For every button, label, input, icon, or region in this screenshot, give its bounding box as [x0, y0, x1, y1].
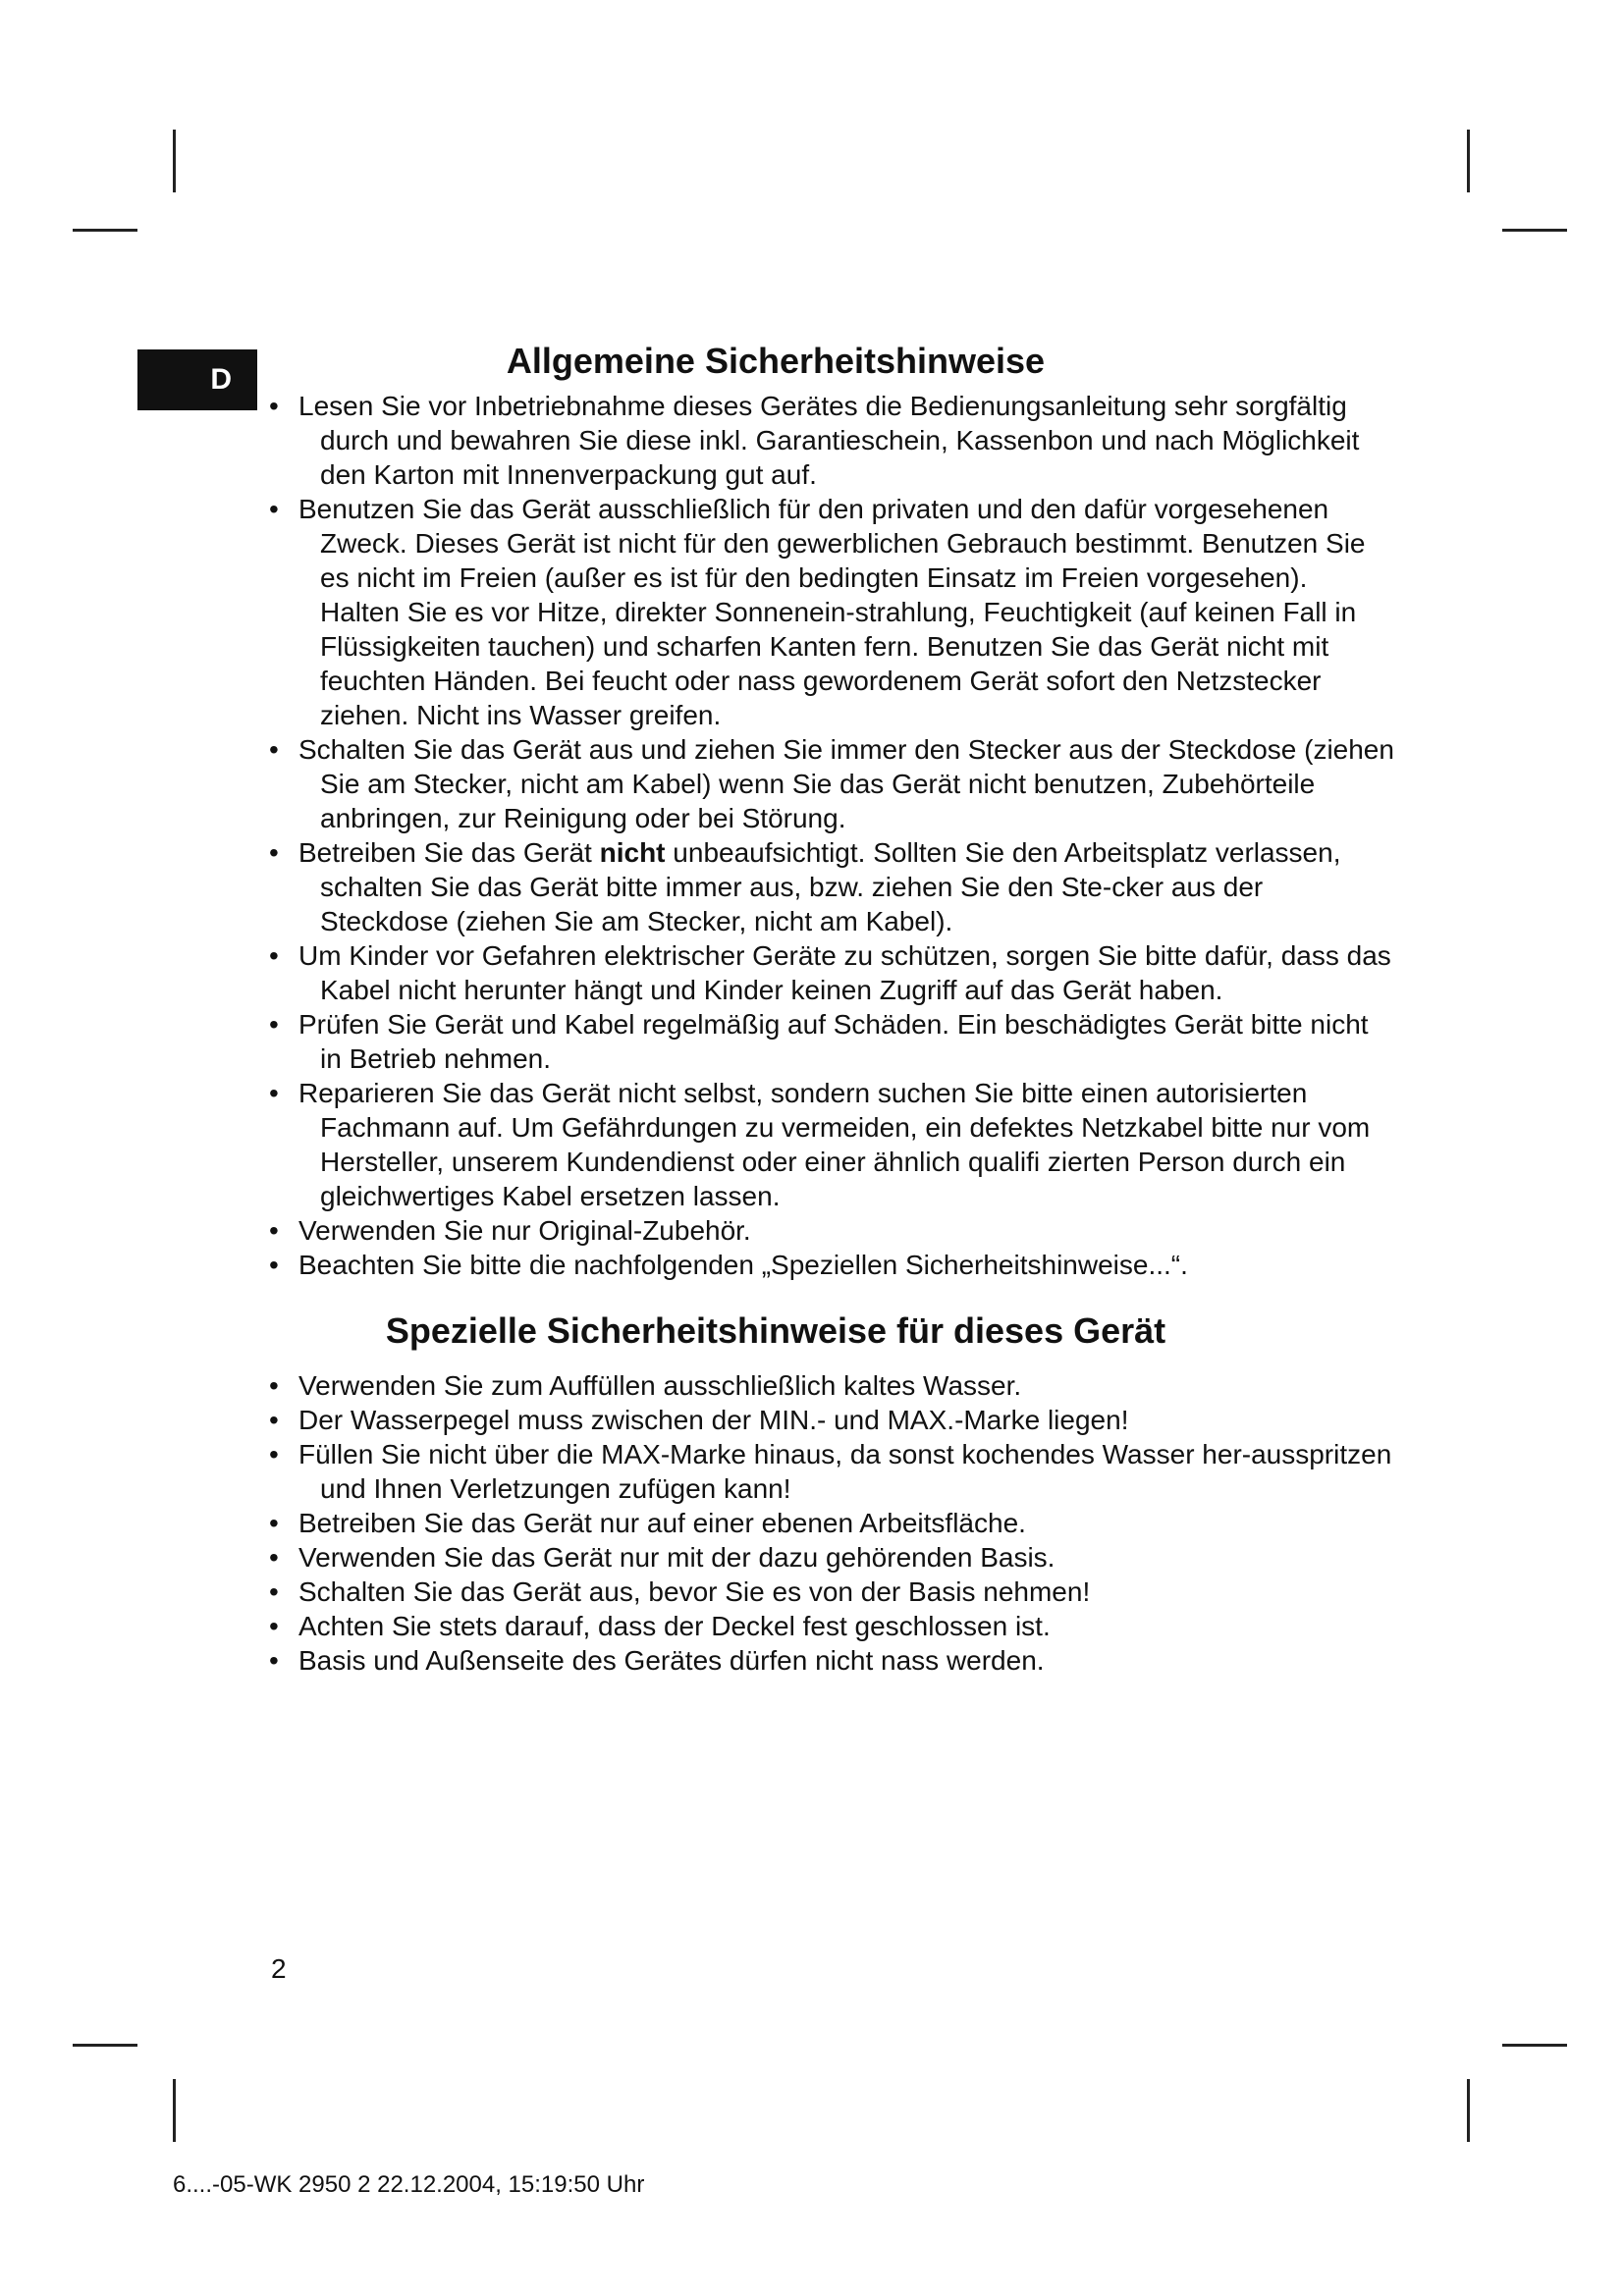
crop-mark-bottom-right-horizontal — [1502, 2044, 1567, 2047]
text-segment: Betreiben Sie das Gerät nur auf einer ebenen Arbeitsfläche. — [298, 1508, 1026, 1538]
emphasis-text: nicht — [599, 837, 666, 868]
list-item — [265, 1643, 1394, 1678]
text-segment: Um Kinder vor Gefahren elektrischer Geräte zu schützen, sorgen Sie bitte dafür, dass das Kabel nicht herunter hängt und Kinder keinen Zugriff auf das Gerät haben. — [298, 940, 1391, 1005]
text-segment: Benutzen Sie das Gerät ausschließlich für den privaten und den dafür vorgesehenen Zweck. Dieses Gerät ist nicht für den gewerblichen Gebrauch bestimmt. Benutzen Sie es nicht im Freien (außer es ist für den bedingten Einsatz im Freien vorgesehen). Halten Sie es vor Hitze, direkter Sonnenein-strahlung, Feuchtigkeit (auf keinen Fall in Flüssigkeiten tauchen) und scharfen Kanten fern. Benutzen Sie das Gerät nicht mit feuchten Händen. Bei feucht oder nass gewordenem Gerät sofort den Netzstecker ziehen. Nicht ins Wasser greifen. — [298, 494, 1366, 730]
text-segment: Verwenden Sie zum Auffüllen ausschließlich kaltes Wasser. — [298, 1370, 1022, 1401]
section-title-general: Allgemeine Sicherheitshinweise — [506, 341, 1046, 381]
list-item-text — [298, 1213, 1394, 1248]
crop-mark-top-right-horizontal — [1502, 229, 1567, 232]
crop-mark-top-right-vertical — [1467, 130, 1470, 192]
list-item-text — [298, 1575, 1394, 1609]
list-item-text — [298, 1403, 1394, 1437]
list-item-text — [298, 1007, 1394, 1076]
list-item — [265, 1540, 1394, 1575]
bullet-icon: • — [269, 837, 279, 868]
list-item-text — [298, 1437, 1394, 1506]
bullet-icon: • — [269, 1611, 279, 1641]
special-safety-list — [265, 1368, 1394, 1678]
text-segment: Reparieren Sie das Gerät nicht selbst, sondern suchen Sie bitte einen autorisierten Fachmann auf. Um Gefährdungen zu vermeiden, ein defektes Netzkabel bitte nur vom Hersteller, unserem Kundendienst oder einer ähnlich qualifi zierten Person durch ein gleichwertiges Kabel ersetzen lassen. — [298, 1078, 1371, 1211]
bullet-icon: • — [269, 1405, 279, 1435]
list-item — [265, 1368, 1394, 1403]
text-segment: unbeaufsichtigt. Sollten Sie den Arbeitsplatz verlassen, schalten Sie das Gerät bitte immer aus, bzw. ziehen Sie den Ste-cker aus der Steckdose (ziehen Sie am Stecker, nicht am Kabel). — [320, 837, 1341, 936]
text-segment: Beachten Sie bitte die nachfolgenden „Speziellen Sicherheitshinweise...“. — [298, 1250, 1188, 1280]
list-item-text — [298, 389, 1394, 492]
list-item — [265, 1007, 1394, 1076]
text-segment: Betreiben Sie das Gerät — [298, 837, 600, 868]
list-item — [265, 1609, 1394, 1643]
page-number: 2 — [271, 1953, 287, 1984]
crop-mark-bottom-left-horizontal — [73, 2044, 137, 2047]
language-tab: D — [137, 349, 257, 410]
bullet-icon: • — [269, 734, 279, 765]
list-item-text — [298, 1540, 1394, 1575]
text-segment: Verwenden Sie nur Original-Zubehör. — [298, 1215, 751, 1246]
bullet-icon: • — [269, 1542, 279, 1573]
bullet-icon: • — [269, 1508, 279, 1538]
list-item — [265, 1076, 1394, 1213]
bullet-icon: • — [269, 1215, 279, 1246]
document-body — [265, 338, 1394, 1678]
list-item-text — [298, 1076, 1394, 1213]
bullet-icon: • — [269, 494, 279, 524]
text-segment: Schalten Sie das Gerät aus und ziehen Sie immer den Stecker aus der Steckdose (ziehen Sie am Stecker, nicht am Kabel) wenn Sie das Gerät nicht benutzen, Zubehörteile anbringen, zur Reinigung oder bei Störung. — [298, 734, 1394, 833]
list-item — [265, 492, 1394, 732]
text-segment: Prüfen Sie Gerät und Kabel regelmäßig auf Schäden. Ein beschädigtes Gerät bitte nicht in Betrieb nehmen. — [298, 1009, 1369, 1074]
text-segment: Basis und Außenseite des Gerätes dürfen nicht nass werden. — [298, 1645, 1045, 1676]
print-footer: 6....-05-WK 2950 2 22.12.2004, 15:19:50 Uhr — [173, 2171, 645, 2198]
bullet-icon: • — [269, 391, 279, 421]
text-segment: Schalten Sie das Gerät aus, bevor Sie es von der Basis nehmen! — [298, 1576, 1091, 1607]
text-segment: Lesen Sie vor Inbetriebnahme dieses Gerätes die Bedienungsanleitung sehr sorgfältig durch und bewahren Sie diese inkl. Garantieschein, Kassenbon und nach Möglichkeit den Karton mit Innenverpackung gut auf. — [298, 391, 1360, 490]
list-item-text — [298, 938, 1394, 1007]
bullet-icon: • — [269, 940, 279, 971]
text-segment: Füllen Sie nicht über die MAX-Marke hinaus, da sonst kochendes Wasser her-ausspritzen und Ihnen Verletzungen zufügen kann! — [298, 1439, 1392, 1504]
list-item-text — [298, 1506, 1394, 1540]
bullet-icon: • — [269, 1009, 279, 1040]
list-item — [265, 835, 1394, 938]
general-safety-list — [265, 389, 1394, 1282]
list-item — [265, 1575, 1394, 1609]
bullet-icon: • — [269, 1250, 279, 1280]
bullet-icon: • — [269, 1078, 279, 1108]
list-item-text — [298, 1248, 1394, 1282]
text-segment: Verwenden Sie das Gerät nur mit der dazu gehörenden Basis. — [298, 1542, 1056, 1573]
section-title-special: Spezielle Sicherheitshinweise für dieses Gerät — [385, 1310, 1166, 1351]
crop-mark-top-left-vertical — [173, 130, 176, 192]
bullet-icon: • — [269, 1645, 279, 1676]
crop-mark-top-left-horizontal — [73, 229, 137, 232]
crop-mark-bottom-right-vertical — [1467, 2079, 1470, 2142]
list-item — [265, 938, 1394, 1007]
list-item-text — [298, 1609, 1394, 1643]
list-item — [265, 389, 1394, 492]
list-item-text — [298, 732, 1394, 835]
list-item — [265, 1437, 1394, 1506]
text-segment: Der Wasserpegel muss zwischen der MIN.- und MAX.-Marke liegen! — [298, 1405, 1129, 1435]
list-item — [265, 1213, 1394, 1248]
text-segment: Achten Sie stets darauf, dass der Deckel fest geschlossen ist. — [298, 1611, 1051, 1641]
bullet-icon: • — [269, 1576, 279, 1607]
list-item — [265, 1248, 1394, 1282]
crop-mark-bottom-left-vertical — [173, 2079, 176, 2142]
list-item-text — [298, 1368, 1394, 1403]
list-item-text — [298, 835, 1394, 938]
bullet-icon: • — [269, 1439, 279, 1469]
list-item — [265, 1403, 1394, 1437]
list-item — [265, 732, 1394, 835]
list-item — [265, 1506, 1394, 1540]
list-item-text — [298, 492, 1394, 732]
list-item-text — [298, 1643, 1394, 1678]
bullet-icon: • — [269, 1370, 279, 1401]
